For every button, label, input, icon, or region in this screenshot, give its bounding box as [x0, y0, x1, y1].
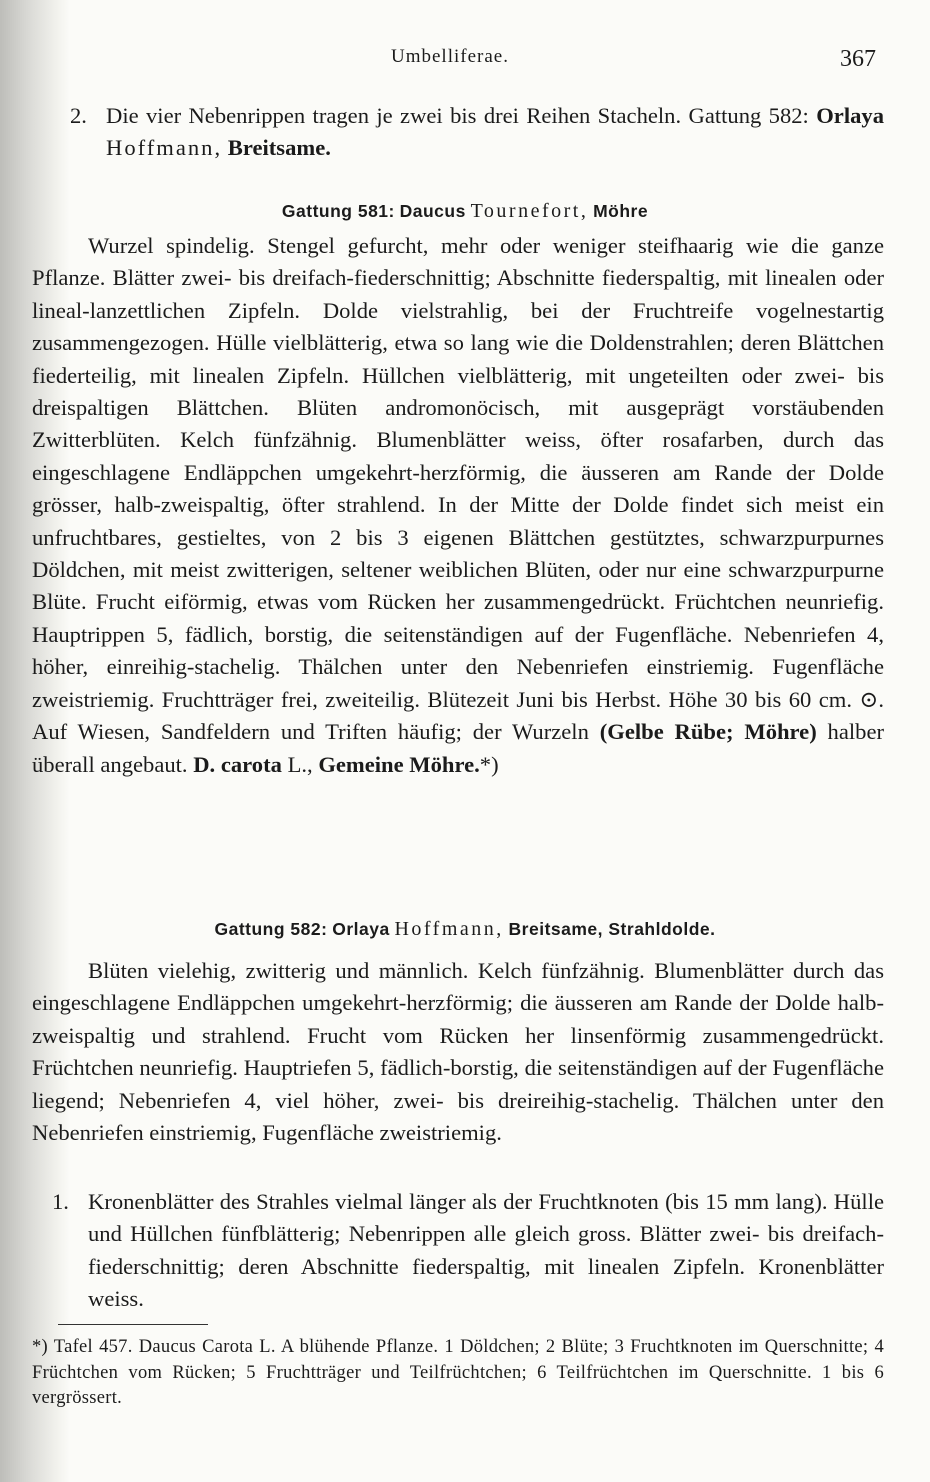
key-item-text: Die vier Nebenrippen tragen je zwei bis drei Reihen Stacheln. Gattung 582: Orlaya Hoffmann, Breitsame.: [106, 103, 884, 161]
section-heading-daucus: Gattung 581: Daucus Tournefort, Möhre: [281, 200, 649, 222]
genus-name: Orlaya: [816, 103, 884, 128]
section-heading-orlaya: Gattung 582: Orlaya Hoffmann, Breitsame, Strahldolde.: [214, 918, 716, 940]
species-common-name: Gemeine Möhre.: [318, 751, 480, 777]
footnote-rule: [58, 1324, 208, 1325]
running-title: Umbelliferae.: [391, 46, 509, 67]
genus-author: Hoffmann,: [106, 135, 223, 161]
footnote-mark: *): [479, 751, 499, 777]
footnote: *) Tafel 457. Daucus Carota L. A blühende Pflanze. 1 Döldchen; 2 Blüte; 3 Fruchtknoten im Querschnitte; 4 Früchtchen vom Rücken; 5 Fruchtträger und Teilfrüchtchen; 6 Teilfrüchtchen im Querschnitte. 1 bis 6 vergrössert.: [32, 1337, 884, 1408]
page-number: 367: [840, 46, 876, 72]
key-item-number: 2.: [70, 103, 87, 128]
key-item-number: 1.: [52, 1189, 69, 1214]
key-item-1: [52, 1186, 884, 1316]
common-name: Breitsame.: [227, 135, 331, 161]
key-item-2: [70, 100, 884, 165]
key-item-text: Kronenblätter des Strahles vielmal länger als der Fruchtknoten (bis 15 mm lang). Hülle und Hüllchen fünfblätterig; Nebenrippen alle gleich gross. Blätter zwei- bis dreifach-fiederschnittig; deren Abschnitte fiederspaltig, mit linealen Zipfeln. Kronenblätter weiss.: [88, 1189, 884, 1312]
species-name: D. carota: [193, 751, 282, 777]
daucus-description: Wurzel spindelig. Stengel gefurcht, mehr oder weniger steifhaarig wie die ganze Pflanze. Blätter zwei- bis dreifach-fiederschnittig; Abschnitte fiederspaltig, mit linealen oder lineal-lanzettlichen Zipfeln. Dolde vielstrahlig, bei der Fruchtreife vogelnestartig zusammengezogen. Hülle vielblätterig, etwa so lang wie die Doldenstrahlen; deren Blättchen fiederteilig, mit linealen Zipfeln. Hüllchen vielblätterig, mit ungeteilten oder zwei- bis dreispaltigen Blättchen. Blüten andromonöcisch, mit ausgeprägt vorstäubenden Zwitterblüten. Kelch fünfzähnig. Blumenblätter weiss, öfter rosafarben, durch das eingeschlagene Endläppchen umgekehrt-herzförmig, die äusseren am Rande der Dolde grösser, halb-zweispaltig, öfter strahlend. In der Mitte der Dolde findet sich meist ein unfruchtbares, gestieltes, von 2 bis 3 eigenen Blättchen gestütztes, schwarzpurpurnes Döldchen, mit meist zwitterigen, seltener weiblichen Blüten, oder nur eine schwarzpurpurne Blüte. Frucht eiförmig, etwas vom Rücken her zusammengedrückt. Früchtchen neunriefig. Hauptrippen 5, fädlich, borstig, die seitenständigen auf der Fugenfläche. Nebenriefen 4, höher, einreihig-stachelig. Thälchen unter den Nebenriefen einstriemig. Fugenfläche zweistriemig. Fruchtträger frei, zweiteilig. Blütezeit Juni bis Herbst. Höhe 30 bis 60 cm. ⊙. Auf Wiesen, Sandfeldern und Triften häufig; der Wurzeln (Gelbe Rübe; Möhre) halber überall angebaut. D. carota L., Gemeine Möhre.*): [32, 233, 885, 777]
running-header: [0, 44, 930, 74]
orlaya-description: Blüten vielehig, zwitterig und männlich. Kelch fünfzähnig. Blumenblätter durch das eingeschlagene Endläppchen umgekehrt-herzförmig; die äusseren am Rande der Dolde halb-zweispaltig und strahlend. Frucht vom Rücken her linsenförmig zusammengedrückt. Früchtchen neunriefig. Hauptriefen 5, fädlich-borstig, die seitenständigen auf der Fugenfläche liegend; Nebenriefen 4, viel höher, zwei- bis dreireihig-stachelig. Thälchen unter den Nebenriefen einstriemig, Fugenfläche zweistriemig.: [32, 958, 884, 1146]
vernacular-names: (Gelbe Rübe; Möhre): [599, 719, 817, 745]
